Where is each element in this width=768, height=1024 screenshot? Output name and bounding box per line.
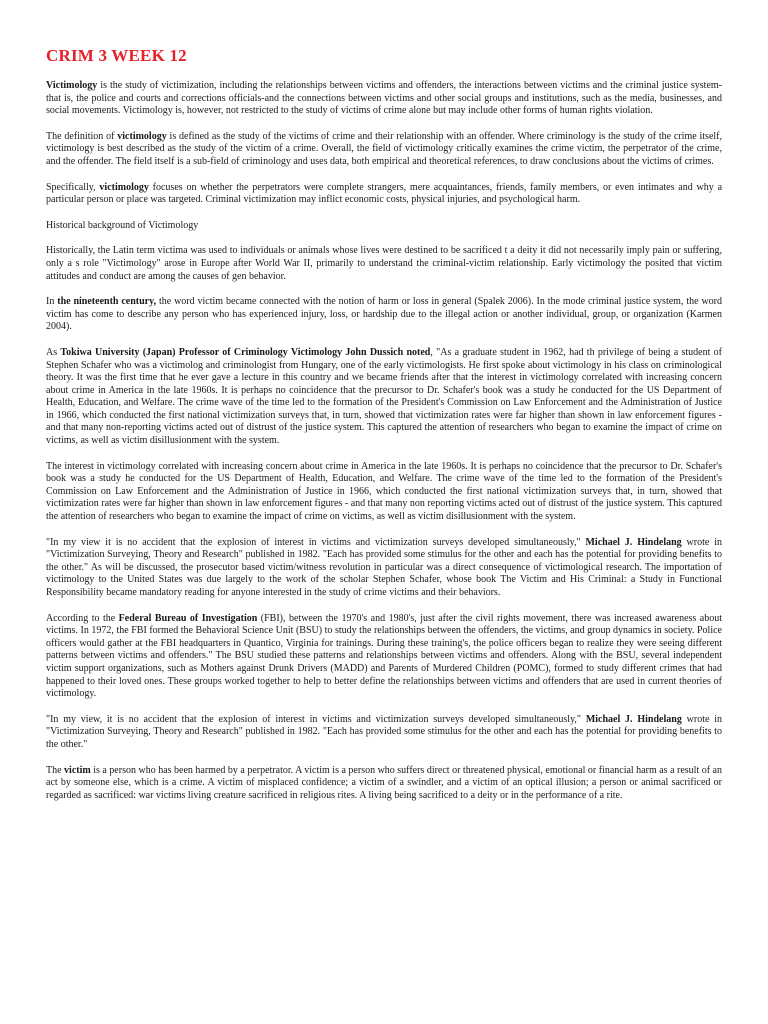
document-body [46,80,722,802]
paragraph [46,182,722,207]
document-title: CRIM 3 WEEK 12 [46,46,187,65]
paragraph [46,347,722,448]
bold-term: victimology [99,181,149,193]
text-run: is defined as the study of the victims of crime and their relationship with an offender. Where criminology is the study of the crime itself, victimology is best described as the study of the victim of a crime. Overall, the field of victimology critically examines the crime victim, the perpetrator of the crime, and the offender. The field itself is a sub-field of criminology and uses data, both empirical and theoretical references, to draw conclusions about the victims of crimes. [46,130,722,167]
text-run: focuses on whether the perpetrators were complete strangers, mere acquaintances, friends, family members, or even intimates and why a particular person or place was targeted. Criminal victimization may inflict economic costs, physical injuries, and psychological harm. [46,181,723,206]
bold-term: Federal Bureau of Investigation [118,612,258,624]
text-run: is the study of victimization, including the relationships between victims and offenders, the interactions between victims and the criminal justice system-that is, the police and courts and corrections officials-and the connections between victims and other social groups and institutions, such as the media, businesses, and social movements. Victimology is, however, not restricted to the study of victims of crime alone but may include other forms of human rights violation. [46,80,722,117]
text-run: wrote in "Victimization Surveying, Theory and Research" published in 1982. "Each has provided some stimulus for the other and each has the potential for providing benefits to the other." [46,713,722,750]
text-run: , "As a graduate student in 1962, had th privilege of being a student of Stephen Schafer who was a victimolog and criminologist from Hungary, one of the early victimologists. He first spoke about victimology in his class on criminological theory. It was the first time that he ever gave a lecture in this country and we became friends after that the interest in victimology correlated with increasing concern about crime in America in the late 1960s. It is perhaps no coincidence that the precursor to Dr. Schafer's book was a study he conducted for the US Department of Health, Education, and Welfare. The crime wave of the time led to the formation of the President's Commission on Law Enforcement and the Administration of Justice in 1966, which conducted the first national victimization surveys that, in turn, showed that victimization rates were far higher than shown in law enforcement figures - and that many non-reporting victims acted out of distrust of the justice system. This captured the attention of researchers who began to examine the impact of crime on victims, as well as victim disillusionment with the system. [46,346,723,447]
paragraph [46,537,722,600]
paragraph [46,245,722,283]
text-run: Historical background of Victimology [46,219,199,231]
text-run: Specifically, [46,181,100,193]
bold-term: Michael J. Hindelang [585,536,682,548]
text-run: wrote in "Victimization Surveying, Theory and Research" published in 1982. "Each has provided some stimulus for the other and each has the potential for providing benefits to the other." As will be discussed, the prosecutor based victim/witness revolution in particular was a direct consequence of victimological research. The importation of victimology to the United States was due largely to the work of the scholar Stephen Schafer, whose book The Victim and His Criminal: a Study in Functional Responsibility became mandatory reading for anyone interested in the study of crime victims and their behaviors. [46,536,722,598]
bold-term: victim [64,764,91,776]
text-run: (FBI), between the 1970's and 1980's, just after the civil rights movement, there was increased awareness about victims. In 1972, the FBI formed the Behavioral Science Unit (BSU) to study the relationships between the offenders, the victims, and group dynamics in society. Police officers would gather at the FBI headquarters in Quantico, Virginia for trainings. During these training's, the police officers began to realize they were seeing different patterns between victims and offenders." The BSU studied these patterns and relationships between victims and offenders. Along with the BSU, several independent victim support organizations, such as Mothers against Drunk Drivers (MADD) and Parents of Murdered Children (POMC), formed to study different crimes that had happened to their loved ones. These groups worked together to help to better define the relationships between victims and offenders that are used in current theories of victimology. [46,612,722,700]
paragraph [46,220,722,233]
paragraph [46,80,722,118]
paragraph [46,131,722,169]
bold-term: victimology [117,130,167,142]
bold-term: the nineteenth century, [57,296,157,308]
paragraph [46,613,722,701]
text-run: "In my view, it is no accident that the explosion of interest in victims and victimization surveys developed simultaneously," [46,713,586,725]
paragraph [46,461,722,524]
paragraph [46,765,722,803]
text-run: The [46,764,65,776]
text-run: In [46,296,58,308]
text-run: The definition of [46,130,118,142]
text-run: the word victim became connected with the notion of harm or loss in general (Spalek 2006). In the mode criminal justice system, the word victim has come to describe any person who has experienced injury, loss, or hardship due to the illegal action or another individual, group, or organization (Karmen 2004). [46,296,722,333]
text-run: is a person who has been harmed by a perpetrator. A victim is a person who suffers direct or threatened physical, emotional or financial harm as a result of an act by someone else, which is a crime. A victim of misplaced confidence; a victim of a swindler, and a victim of an optical illusion; a person or animal sacrificed or regarded as sacrificed: war victims living creature sacrificed in religious rites. A living being sacrificed to a deity or in the performance of a rite. [46,764,722,801]
bold-term: Michael J. Hindelang [585,713,682,725]
text-run: As [46,346,61,358]
text-run: According to the [46,612,119,624]
paragraph [46,714,722,752]
text-run: "In my view it is no accident that the explosion of interest in victims and victimization surveys developed simultaneously," [46,536,586,548]
bold-term: Victimology [46,80,98,91]
paragraph [46,296,722,334]
text-run: The interest in victimology correlated with increasing concern about crime in America in the late 1960s. It is perhaps no coincidence that the precursor to Dr. Schafer's book was a study he conducted for the US Department of Health, Education, and Welfare. The crime wave of the time led to the formation of the President's Commission on Law Enforcement and the Administration of Justice in 1966, which conducted the first national victimization surveys that, in turn, showed that victimization rates were far higher than shown in law enforcement figures - and that many non reporting victims acted out of distrust of the justice system. This captured the attention of researchers who began to examine the impact of crime on victims, as well as victim disillusionment with the system. [46,460,722,523]
text-run: Historically, the Latin term victima was used to individuals or animals whose lives were destined to be sacrificed t a deity it did not necessarily imply pain or suffering, only a s role "Victimology" arose in Europe after World War II, primarily to understand the criminal-victim relationship. Early victimology the posited that victim attitudes and conduct are among the causes of gen behavior. [46,245,722,282]
bold-term: Tokiwa University (Japan) Professor of Criminology Victimology John Dussich noted [60,346,431,358]
